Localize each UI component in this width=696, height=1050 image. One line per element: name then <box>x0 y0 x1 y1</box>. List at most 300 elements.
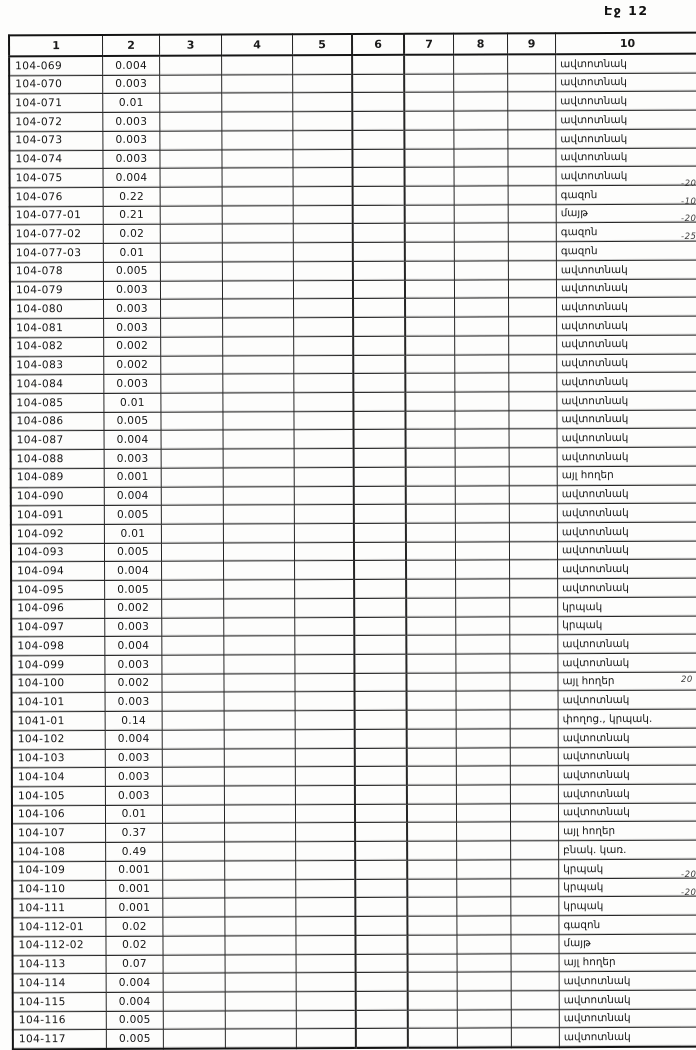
empty-cell <box>455 392 509 411</box>
empty-cell <box>511 822 559 841</box>
empty-cell <box>456 691 510 710</box>
empty-cell <box>405 355 455 374</box>
empty-cell <box>354 486 406 505</box>
empty-cell <box>509 354 557 373</box>
empty-cell <box>456 766 510 785</box>
empty-cell <box>352 149 404 168</box>
empty-cell <box>162 561 224 580</box>
empty-cell <box>222 168 293 187</box>
empty-cell <box>224 804 295 823</box>
empty-cell <box>352 74 404 93</box>
column-header: 9 <box>508 33 556 54</box>
margin-mark: -20 <box>681 214 696 225</box>
empty-cell <box>222 55 293 74</box>
empty-cell <box>225 823 296 842</box>
area-value-cell: 0.001 <box>106 880 163 899</box>
empty-cell <box>354 654 406 673</box>
area-value-cell: 0.003 <box>105 618 162 637</box>
empty-cell <box>354 579 406 598</box>
empty-cell <box>355 729 407 748</box>
land-use-cell: ավտոտնակ <box>557 485 696 504</box>
area-value-cell: 0.22 <box>103 187 160 206</box>
parcel-id-cell: 104-110 <box>12 880 106 899</box>
empty-cell <box>509 410 557 429</box>
area-value-cell: 0.004 <box>103 56 160 75</box>
land-use-cell: մայթ <box>559 934 696 953</box>
parcel-id-cell: 104-078 <box>10 262 104 281</box>
empty-cell <box>508 73 556 92</box>
empty-cell <box>508 92 556 111</box>
empty-cell <box>352 111 404 130</box>
empty-cell <box>511 1028 559 1047</box>
column-header: 2 <box>103 35 160 56</box>
empty-cell <box>163 973 225 992</box>
empty-cell <box>510 710 558 729</box>
empty-cell <box>353 205 405 224</box>
area-value-cell: 0.003 <box>104 300 161 319</box>
empty-cell <box>508 223 556 242</box>
empty-cell <box>405 224 455 243</box>
empty-cell <box>296 860 356 879</box>
empty-cell <box>457 897 511 916</box>
empty-cell <box>295 598 355 617</box>
empty-cell <box>162 730 224 749</box>
empty-cell <box>353 186 405 205</box>
land-use-cell: ավտոտնակ <box>558 803 696 822</box>
empty-cell <box>509 392 557 411</box>
empty-cell <box>454 111 508 130</box>
empty-cell <box>224 636 295 655</box>
empty-cell <box>222 74 293 93</box>
empty-cell <box>293 205 353 224</box>
land-use-cell: ավտոտնակ <box>558 634 696 653</box>
empty-cell <box>296 879 356 898</box>
parcel-id-cell: 104-097 <box>11 618 105 637</box>
parcel-id-cell: 104-080 <box>10 300 104 319</box>
empty-cell <box>454 205 508 224</box>
empty-cell <box>356 973 408 992</box>
empty-cell <box>162 599 224 618</box>
area-value-cell: 0.005 <box>105 580 162 599</box>
empty-cell <box>295 636 355 655</box>
empty-cell <box>406 617 456 636</box>
area-value-cell: 0.02 <box>103 225 160 244</box>
empty-cell <box>223 449 294 468</box>
empty-cell <box>355 879 407 898</box>
empty-cell <box>294 336 354 355</box>
empty-cell <box>225 898 296 917</box>
empty-cell <box>355 916 407 935</box>
parcel-id-cell: 104-095 <box>11 581 105 600</box>
parcel-id-cell: 104-091 <box>11 506 105 525</box>
empty-cell <box>293 130 353 149</box>
area-value-cell: 0.01 <box>104 393 161 412</box>
empty-cell <box>510 598 558 617</box>
land-use-cell: ավտոտնակ <box>559 990 696 1009</box>
empty-cell <box>222 93 293 112</box>
parcel-id-cell: 104-070 <box>9 75 103 94</box>
area-value-cell: 0.002 <box>104 337 161 356</box>
area-value-cell: 0.004 <box>105 637 162 656</box>
empty-cell <box>454 54 508 73</box>
empty-cell <box>509 429 557 448</box>
empty-cell <box>509 523 557 542</box>
land-use-cell: այլ հողեր <box>559 822 696 841</box>
empty-cell <box>454 149 508 168</box>
empty-cell <box>224 617 295 636</box>
empty-cell <box>455 336 509 355</box>
parcel-id-cell: 104-102 <box>12 730 106 749</box>
empty-cell <box>355 935 407 954</box>
empty-cell <box>160 93 222 112</box>
area-value-cell: 0.01 <box>103 94 160 113</box>
parcel-id-cell: 104-090 <box>11 487 105 506</box>
empty-cell <box>161 299 223 318</box>
empty-cell <box>404 55 454 74</box>
parcel-id-cell: 1041-01 <box>12 712 106 731</box>
empty-cell <box>405 167 455 186</box>
empty-cell <box>456 785 510 804</box>
empty-cell <box>222 262 293 281</box>
empty-cell <box>405 317 455 336</box>
empty-cell <box>356 954 408 973</box>
area-value-cell: 0.001 <box>104 468 161 487</box>
empty-cell <box>457 916 511 935</box>
land-use-cell: ավտոտնակ <box>557 429 696 448</box>
empty-cell <box>224 692 295 711</box>
empty-cell <box>508 242 556 261</box>
empty-cell <box>456 598 510 617</box>
empty-cell <box>160 150 222 169</box>
empty-cell <box>224 730 295 749</box>
land-use-cell: ավտոտնակ <box>558 747 696 766</box>
land-use-cell: ավտոտնակ <box>559 1028 696 1048</box>
empty-cell <box>163 936 225 955</box>
area-value-cell: 0.003 <box>105 655 162 674</box>
area-value-cell: 0.003 <box>103 75 160 94</box>
area-value-cell: 0.003 <box>105 768 162 787</box>
empty-cell <box>353 242 405 261</box>
empty-cell <box>294 523 354 542</box>
empty-cell <box>161 487 223 506</box>
area-value-cell: 0.07 <box>106 955 163 974</box>
empty-cell <box>407 879 457 898</box>
empty-cell <box>456 748 510 767</box>
area-value-cell: 0.37 <box>106 824 163 843</box>
empty-cell <box>294 430 354 449</box>
empty-cell <box>455 448 509 467</box>
table-body <box>9 54 696 1050</box>
empty-cell <box>406 429 456 448</box>
empty-cell <box>224 711 295 730</box>
empty-cell <box>457 1010 511 1029</box>
empty-cell <box>294 486 354 505</box>
empty-cell <box>296 1010 356 1029</box>
land-use-cell: ավտոտնակ <box>556 129 696 148</box>
empty-cell <box>407 785 457 804</box>
land-use-cell: ավտոտնակ <box>557 522 696 541</box>
empty-cell <box>223 374 294 393</box>
parcel-id-cell: 104-112-02 <box>12 936 106 955</box>
land-use-cell: գազոն <box>556 223 696 242</box>
empty-cell <box>408 991 458 1010</box>
empty-cell <box>456 710 510 729</box>
column-header: 10 <box>556 33 696 55</box>
empty-cell <box>356 1029 408 1048</box>
empty-cell <box>160 224 222 243</box>
empty-cell <box>352 93 404 112</box>
land-use-cell: ավտոտնակ <box>557 541 696 560</box>
empty-cell <box>508 130 556 149</box>
empty-cell <box>511 841 559 860</box>
empty-cell <box>223 318 294 337</box>
empty-cell <box>353 299 405 318</box>
empty-cell <box>457 953 511 972</box>
empty-cell <box>223 337 294 356</box>
area-value-cell: 0.02 <box>106 936 163 955</box>
empty-cell <box>509 373 557 392</box>
empty-cell <box>160 168 222 187</box>
land-use-cell: կրպակ <box>558 597 696 616</box>
parcel-id-cell: 104-104 <box>12 768 106 787</box>
parcel-id-cell: 104-116 <box>13 1011 107 1030</box>
empty-cell <box>407 897 457 916</box>
area-value-cell: 0.004 <box>104 431 161 450</box>
empty-cell <box>354 542 406 561</box>
margin-mark: -20 <box>681 870 696 881</box>
empty-cell <box>404 74 454 93</box>
empty-cell <box>353 355 405 374</box>
empty-cell <box>160 56 222 75</box>
land-use-cell: ավտոտնակ <box>558 691 696 710</box>
area-value-cell: 0.002 <box>104 356 161 375</box>
empty-cell <box>406 486 456 505</box>
parcel-id-cell: 104-086 <box>10 412 104 431</box>
empty-cell <box>405 392 455 411</box>
empty-cell <box>222 131 293 150</box>
empty-cell <box>296 823 356 842</box>
empty-cell <box>356 1010 408 1029</box>
empty-cell <box>224 748 295 767</box>
empty-cell <box>225 917 296 936</box>
empty-cell <box>294 542 354 561</box>
parcel-id-cell: 104-115 <box>13 992 107 1011</box>
empty-cell <box>160 131 222 150</box>
empty-cell <box>295 786 355 805</box>
empty-cell <box>408 1010 458 1029</box>
empty-cell <box>295 580 355 599</box>
empty-cell <box>294 467 354 486</box>
empty-cell <box>293 280 353 299</box>
empty-cell <box>455 298 509 317</box>
area-value-cell: 0.02 <box>106 917 163 936</box>
empty-cell <box>405 261 455 280</box>
area-value-cell: 0.003 <box>103 150 160 169</box>
empty-cell <box>355 898 407 917</box>
empty-cell <box>294 318 354 337</box>
empty-cell <box>224 599 295 618</box>
empty-cell <box>295 729 355 748</box>
area-value-cell: 0.005 <box>106 1011 163 1030</box>
area-value-cell: 0.14 <box>105 711 162 730</box>
empty-cell <box>225 973 296 992</box>
area-value-cell: 0.005 <box>104 412 161 431</box>
empty-cell <box>508 167 556 186</box>
empty-cell <box>455 317 509 336</box>
empty-cell <box>352 55 404 74</box>
empty-cell <box>293 74 353 93</box>
empty-cell <box>296 898 356 917</box>
empty-cell <box>353 224 405 243</box>
table-row <box>13 1028 696 1050</box>
empty-cell <box>163 861 225 880</box>
land-use-cell: ավտոտնակ <box>556 260 696 279</box>
empty-cell <box>454 261 508 280</box>
empty-cell <box>354 617 406 636</box>
empty-cell <box>455 504 509 523</box>
empty-cell <box>354 523 406 542</box>
empty-cell <box>405 205 455 224</box>
empty-cell <box>406 635 456 654</box>
parcel-id-cell: 104-109 <box>12 861 106 880</box>
empty-cell <box>160 243 222 262</box>
empty-cell <box>407 766 457 785</box>
empty-cell <box>353 168 405 187</box>
empty-cell <box>508 261 556 280</box>
area-value-cell: 0.005 <box>104 543 161 562</box>
empty-cell <box>406 654 456 673</box>
empty-cell <box>457 991 511 1010</box>
empty-cell <box>408 954 458 973</box>
empty-cell <box>161 356 223 375</box>
land-use-cell: ավտոտնակ <box>557 335 696 354</box>
empty-cell <box>456 560 510 579</box>
land-use-cell: կրպակ <box>559 897 696 916</box>
empty-cell <box>294 392 354 411</box>
empty-cell <box>353 336 405 355</box>
empty-cell <box>223 468 294 487</box>
empty-cell <box>455 467 509 486</box>
empty-cell <box>508 54 556 73</box>
empty-cell <box>223 299 294 318</box>
empty-cell <box>161 337 223 356</box>
empty-cell <box>160 187 222 206</box>
empty-cell <box>510 729 558 748</box>
empty-cell <box>161 374 223 393</box>
empty-cell <box>457 1028 511 1047</box>
land-use-cell: այլ հողեր <box>558 672 696 691</box>
parcel-id-cell: 104-117 <box>13 1030 107 1050</box>
empty-cell <box>293 149 353 168</box>
empty-cell <box>163 1011 225 1030</box>
empty-cell <box>404 149 454 168</box>
empty-cell <box>162 786 224 805</box>
empty-cell <box>510 672 558 691</box>
empty-cell <box>161 393 223 412</box>
empty-cell <box>405 298 455 317</box>
parcel-id-cell: 104-081 <box>10 319 104 338</box>
empty-cell <box>406 523 456 542</box>
parcel-id-cell: 104-088 <box>11 450 105 469</box>
parcel-id-cell: 104-103 <box>12 749 106 768</box>
area-value-cell: 0.004 <box>106 992 163 1011</box>
empty-cell <box>509 485 557 504</box>
area-value-cell: 0.003 <box>105 693 162 712</box>
empty-cell <box>456 654 510 673</box>
parcel-id-cell: 104-107 <box>12 824 106 843</box>
page-number-label: Էջ 12 <box>604 3 649 18</box>
empty-cell <box>455 373 509 392</box>
land-use-cell: ավտոտնակ <box>559 1009 696 1028</box>
empty-cell <box>222 187 293 206</box>
empty-cell <box>510 803 558 822</box>
empty-cell <box>295 804 355 823</box>
empty-cell <box>224 673 295 692</box>
empty-cell <box>163 955 225 974</box>
parcel-id-cell: 104-105 <box>12 786 106 805</box>
empty-cell <box>223 411 294 430</box>
empty-cell <box>354 598 406 617</box>
empty-cell <box>454 223 508 242</box>
empty-cell <box>294 411 354 430</box>
parcel-id-cell: 104-079 <box>10 281 104 300</box>
area-value-cell: 0.005 <box>104 505 161 524</box>
land-use-cell: փողոց., կրպակ. <box>558 709 696 728</box>
empty-cell <box>404 93 454 112</box>
parcel-id-cell: 104-075 <box>10 169 104 188</box>
empty-cell <box>455 429 509 448</box>
empty-cell <box>224 786 295 805</box>
empty-cell <box>509 467 557 486</box>
empty-cell <box>404 111 454 130</box>
area-value-cell: 0.001 <box>106 899 163 918</box>
empty-cell <box>162 711 224 730</box>
empty-cell <box>355 804 407 823</box>
margin-mark: -10 <box>681 196 696 207</box>
land-use-cell: բնակ. կառ. <box>559 840 696 859</box>
empty-cell <box>406 598 456 617</box>
empty-cell <box>353 261 405 280</box>
empty-cell <box>508 279 556 298</box>
land-use-cell: ավտոտնակ <box>558 765 696 784</box>
empty-cell <box>456 635 510 654</box>
area-value-cell: 0.004 <box>103 169 160 188</box>
empty-cell <box>353 392 405 411</box>
empty-cell <box>510 691 558 710</box>
empty-cell <box>510 785 558 804</box>
empty-cell <box>162 580 224 599</box>
empty-cell <box>455 542 509 561</box>
area-value-cell: 0.01 <box>103 243 160 262</box>
land-use-cell: ավտոտնակ <box>556 54 696 74</box>
empty-cell <box>293 224 353 243</box>
empty-cell <box>295 711 355 730</box>
land-use-cell: ավտոտնակ <box>559 971 696 990</box>
parcel-id-cell: 104-082 <box>10 337 104 356</box>
empty-cell <box>406 467 456 486</box>
empty-cell <box>163 1029 225 1048</box>
empty-cell <box>509 336 557 355</box>
area-value-cell: 0.003 <box>104 449 161 468</box>
land-use-cell: ավտոտնակ <box>556 166 696 185</box>
land-use-cell: ավտոտնակ <box>557 372 696 391</box>
land-use-cell: ավտոտնակ <box>558 728 696 747</box>
empty-cell <box>355 823 407 842</box>
empty-cell <box>296 842 356 861</box>
parcel-id-cell: 104-085 <box>10 393 104 412</box>
empty-cell <box>294 449 354 468</box>
empty-cell <box>295 692 355 711</box>
